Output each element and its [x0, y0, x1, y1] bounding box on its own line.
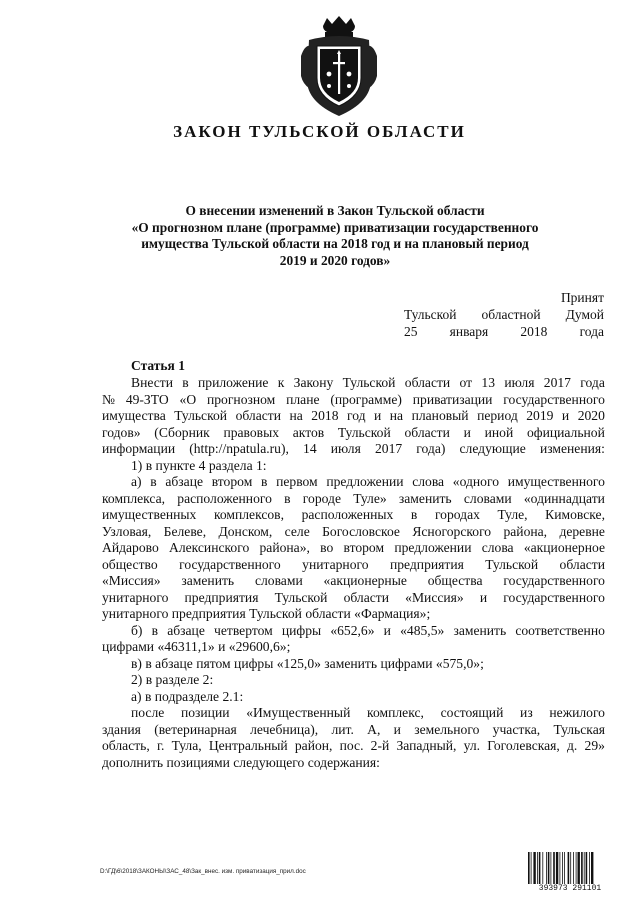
body-word: государственного: [503, 573, 605, 588]
body-word: Гоголевская,: [487, 738, 560, 753]
body-word: 2-й: [370, 738, 390, 753]
barcode-bar: [570, 852, 571, 884]
body-word: б): [131, 622, 143, 638]
barcode-bar: [589, 852, 590, 884]
body-word: №: [102, 391, 115, 407]
barcode-bar: [551, 852, 552, 884]
body-word: изменения:: [539, 441, 605, 456]
body-word: государственного: [503, 391, 605, 407]
barcode-bar: [564, 852, 565, 884]
body-word: Тульская: [553, 721, 605, 737]
body-word: и: [561, 408, 570, 423]
body-word: Тульской: [342, 375, 396, 390]
body-word: 2017: [374, 441, 403, 456]
body-word: унитарного: [302, 556, 369, 572]
body-word: «акционерные: [323, 573, 407, 588]
barcode-bar: [581, 852, 583, 884]
adopted-label: Принят: [560, 290, 604, 305]
body-word: предложении: [326, 474, 404, 489]
body-word: (ветеринарная: [154, 721, 237, 737]
body-word: «Имущественный: [246, 705, 351, 720]
body-word: 29»: [584, 738, 605, 753]
article-body: [102, 375, 605, 771]
adoption-block: [404, 289, 604, 340]
body-word: область,: [102, 738, 150, 753]
body-line: дополнить позициями следующего содержания:: [102, 754, 380, 770]
barcode-bar: [573, 852, 574, 884]
body-word: государственного: [503, 589, 605, 605]
body-word: комплексов,: [213, 507, 284, 522]
body-word: на: [389, 408, 404, 423]
body-word: июля: [330, 441, 361, 456]
body-word: годов»: [102, 424, 141, 440]
body-word: Узловая,: [102, 523, 152, 539]
body-word: из: [520, 705, 533, 720]
body-word: в: [150, 474, 157, 489]
body-word: Тульской: [174, 408, 228, 423]
body-word: Туле,: [497, 507, 528, 522]
body-word: лит.: [331, 721, 354, 737]
body-word: актов: [292, 424, 325, 440]
body-word: Тула,: [171, 738, 202, 753]
body-word: состоящий: [440, 705, 504, 720]
body-line: [102, 540, 605, 557]
body-word: официальной: [526, 424, 605, 440]
body-word: селе: [284, 523, 310, 539]
body-word: 2019: [526, 408, 554, 423]
body-line: [102, 474, 605, 491]
body-word: Центральный: [208, 738, 288, 753]
body-word: общества: [427, 573, 483, 588]
body-line: [102, 705, 605, 722]
body-word: и: [463, 424, 471, 440]
body-word: к: [277, 375, 285, 390]
body-line: 2) в разделе 2:: [131, 672, 214, 687]
body-word: Закону: [293, 375, 334, 390]
adopted-word: Тульской: [404, 307, 457, 322]
body-line: цифрами «46311,1» и «29600,6»;: [102, 639, 291, 654]
law-title: ЗАКОН ТУЛЬСКОЙ ОБЛАСТИ: [173, 122, 466, 141]
body-word: следующие: [459, 441, 526, 456]
body-word: пос.: [339, 738, 364, 753]
body-word: Донском,: [218, 523, 273, 539]
barcode-bar: [539, 852, 541, 884]
body-word: комплекса,: [102, 490, 166, 506]
body-word: участка,: [492, 721, 541, 737]
barcode-bar: [591, 852, 593, 884]
body-word: Ясногорского: [412, 523, 492, 539]
body-word: и: [374, 408, 382, 423]
body-word: «Миссия»: [405, 589, 464, 605]
body-line: 1) в пункте 4 раздела 1:: [131, 457, 267, 473]
subtitle-line: имущества Тульской области на 2018 год и на плановый период: [141, 236, 529, 252]
body-line: [102, 392, 605, 409]
body-word: «485,5»: [400, 622, 445, 638]
adopted-date-line: [404, 323, 604, 340]
body-word: информации: [102, 441, 176, 456]
body-word: «одного: [452, 474, 500, 489]
body-line: [102, 573, 605, 590]
body-word: 2017: [543, 375, 571, 390]
barcode-bar: [548, 852, 550, 884]
body-line: унитарного предприятия Тульской области «Фармация»;: [102, 606, 431, 621]
body-word: Туле»: [353, 490, 387, 506]
body-word: абзаце: [165, 474, 204, 489]
body-word: слова: [481, 540, 514, 555]
body-word: (http://npatula.ru),: [189, 441, 289, 456]
law-subtitle: [100, 203, 570, 269]
body-word: области: [343, 589, 390, 605]
body-word: нежилого: [549, 705, 605, 720]
adopted-word: областной: [481, 307, 541, 322]
body-word: расположенных: [301, 507, 394, 522]
body-word: земельного: [414, 721, 480, 737]
body-word: заменить: [398, 490, 452, 506]
body-word: во: [320, 540, 334, 555]
barcode-bar: [533, 852, 535, 884]
body-word: комплекс,: [367, 705, 424, 720]
body-word: предприятия: [184, 589, 259, 605]
body-word: городе: [302, 490, 341, 506]
body-line: в) в абзаце пятом цифры «125,0» заменить цифрами «575,0»;: [131, 655, 484, 671]
body-word: района,: [503, 523, 548, 539]
body-line: [102, 623, 605, 640]
body-word: «652,6»: [330, 622, 375, 638]
body-word: области: [559, 556, 605, 572]
body-word: а): [131, 474, 142, 489]
body-word: и: [393, 721, 401, 737]
barcode-bar: [542, 852, 543, 884]
barcode-bar: [556, 852, 558, 884]
body-word: 2018: [311, 408, 339, 423]
article-title: Статья 1: [131, 358, 185, 373]
body-word: д.: [567, 738, 578, 753]
body-word: государственного: [179, 556, 281, 572]
body-word: абзаце: [167, 622, 205, 638]
body-word: прогнозном: [206, 391, 276, 407]
adopted-word: 2018: [520, 324, 548, 339]
body-word: г.: [156, 738, 165, 753]
body-line: [102, 507, 605, 524]
body-word: в: [151, 622, 159, 638]
body-word: плане: [286, 391, 320, 407]
subtitle-line: «О прогнозном плане (программе) приватизации государственного: [131, 219, 539, 235]
body-word: расположенного: [177, 490, 272, 506]
body-word: А,: [367, 721, 381, 737]
barcode-bar: [537, 852, 538, 884]
body-word: приложение: [198, 375, 269, 390]
body-word: правовых: [223, 424, 280, 440]
body-line: [102, 441, 605, 458]
body-word: период: [477, 408, 518, 423]
barcode-bar: [528, 852, 530, 884]
body-word: цифры: [281, 622, 322, 638]
body-line: [102, 425, 605, 442]
body-word: позиции: [180, 705, 230, 720]
body-line: [102, 738, 605, 755]
body-word: район,: [294, 738, 333, 753]
body-word: области: [404, 375, 451, 390]
body-word: деревне: [559, 523, 605, 539]
body-word: (программе): [330, 391, 402, 407]
adopted-word: Думой: [565, 307, 604, 322]
body-word: ул.: [463, 738, 481, 753]
body-word: Тульской: [337, 424, 391, 440]
body-word: втором: [343, 540, 385, 555]
body-word: соответственно: [515, 622, 605, 638]
body-word: Алексинского: [169, 540, 250, 555]
body-line: а) в подразделе 2.1:: [131, 688, 244, 704]
subtitle-line: О внесении изменений в Закон Тульской области: [185, 203, 485, 218]
body-line: [102, 408, 605, 425]
body-word: в: [182, 375, 189, 390]
body-line: [102, 590, 605, 607]
body-word: (Сборник: [154, 424, 210, 440]
body-word: словами: [463, 490, 512, 506]
body-line: [102, 557, 605, 574]
body-word: на: [289, 408, 303, 423]
adopted-word: года: [579, 324, 604, 339]
body-word: слова: [412, 474, 445, 489]
body-word: после: [131, 705, 165, 720]
body-line: [102, 491, 605, 508]
barcode-bar: [578, 852, 580, 884]
body-word: 2020: [577, 408, 605, 423]
body-word: втором: [211, 474, 253, 489]
body-word: «Миссия»: [102, 573, 161, 588]
barcode-bar: [568, 852, 570, 884]
barcode-number: 393973 291101: [527, 884, 613, 894]
body-word: плановый: [411, 408, 469, 423]
barcode-bar: [531, 852, 532, 884]
body-word: Внести: [131, 375, 173, 390]
body-word: городах: [434, 507, 480, 522]
body-word: и: [479, 589, 488, 605]
subtitle-line: 2019 и 2020 годов»: [279, 252, 391, 268]
barcode-bar: [576, 852, 577, 884]
barcode-bar: [584, 852, 585, 884]
body-word: первом: [276, 474, 318, 489]
body-word: «одиннадцати: [523, 490, 605, 506]
body-word: Тульской: [485, 556, 539, 572]
body-word: имущественного: [507, 474, 605, 489]
body-word: четвертом: [214, 622, 273, 638]
body-word: имущества: [102, 408, 166, 423]
barcode-bar: [560, 852, 561, 884]
body-word: 14: [303, 441, 317, 456]
adopted-word: января: [449, 324, 489, 339]
body-word: в: [260, 474, 268, 489]
body-word: здания: [102, 721, 141, 737]
body-word: унитарного: [102, 589, 169, 605]
body-line: [102, 524, 605, 541]
body-word: Богословское: [322, 523, 400, 539]
body-word: Кимовске,: [545, 507, 605, 522]
body-word: в: [410, 507, 418, 522]
adopted-by-line: [404, 306, 604, 323]
body-word: в: [284, 490, 291, 506]
body-word: заменить: [181, 573, 235, 588]
coat-of-arms-emblem: [297, 16, 381, 118]
body-word: и: [383, 622, 391, 638]
body-word: предприятия: [389, 556, 464, 572]
body-word: Белеве,: [163, 523, 207, 539]
body-word: района»,: [259, 540, 310, 555]
body-word: 13: [481, 375, 495, 390]
file-path-footer: D:\ГД\6\2018\ЗАКОНЫ\ЗАС_48\Зак_внес. изм. приватизация_прил.doc: [100, 868, 306, 875]
body-word: 49-ЗТО: [125, 391, 169, 407]
body-word: «акционерное: [523, 540, 605, 555]
body-word: года: [580, 375, 605, 390]
body-word: года): [416, 441, 446, 456]
body-word: имущественных: [102, 507, 197, 522]
barcode-bar: [553, 852, 555, 884]
body-word: лечебница),: [250, 721, 319, 737]
body-word: заменить: [453, 622, 507, 638]
body-word: Западный,: [396, 738, 457, 753]
body-word: Тульской: [274, 589, 328, 605]
body-word: области: [235, 408, 282, 423]
body-line: [102, 722, 605, 739]
body-word: области: [404, 424, 450, 440]
barcode-bar: [546, 852, 547, 884]
barcode-bar: [562, 852, 563, 884]
body-word: июля: [504, 375, 535, 390]
barcode-bar: [586, 852, 588, 884]
body-word: предложении: [394, 540, 472, 555]
body-word: «О: [179, 391, 197, 407]
body-word: приватизации: [412, 391, 493, 407]
body-word: иной: [484, 424, 514, 440]
body-word: Айдарово: [102, 540, 159, 555]
body-word: словами: [254, 573, 303, 588]
body-line: [102, 375, 605, 392]
adopted-word: 25: [404, 324, 418, 339]
body-word: год: [346, 408, 366, 423]
body-word: общество: [102, 556, 158, 572]
body-word: от: [459, 375, 473, 390]
